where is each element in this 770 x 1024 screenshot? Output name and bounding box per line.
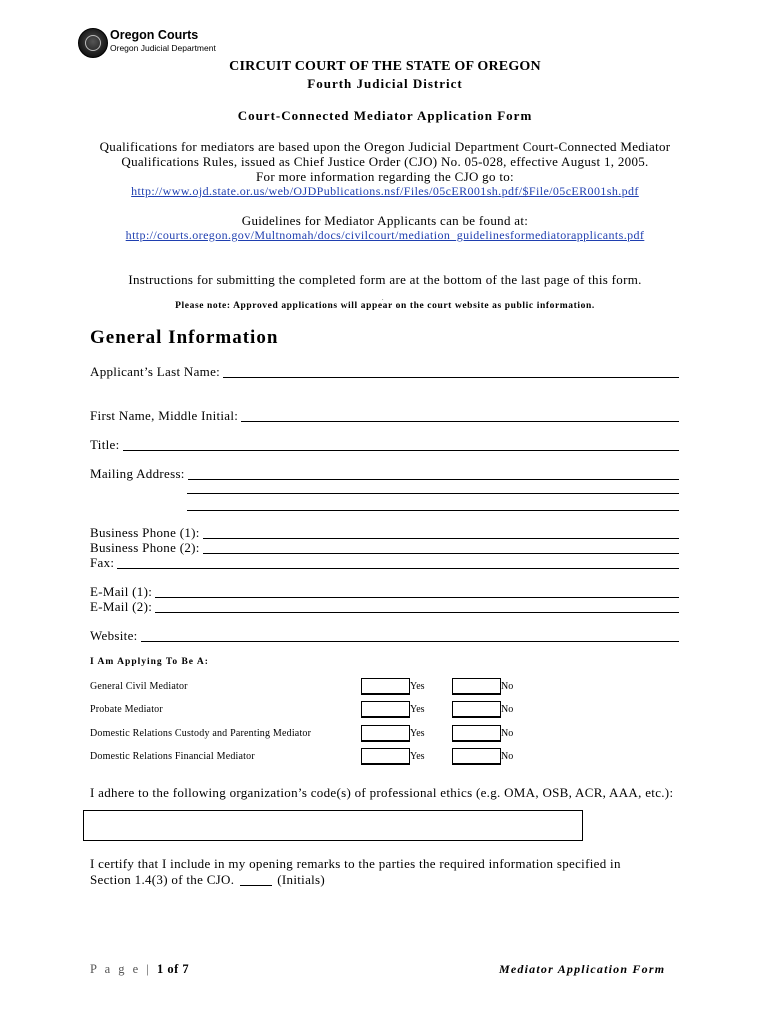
stray-dot: . [382, 296, 384, 302]
last-name-field[interactable] [90, 364, 679, 380]
footer-doc-title: Mediator Application Form [499, 962, 666, 976]
section-title-general: General Information [90, 327, 279, 348]
general-civil-no-label: No [501, 681, 514, 692]
business-phone-1-field[interactable] [90, 525, 679, 541]
role-label-custody: Domestic Relations Custody and Parenting Mediator [90, 728, 312, 739]
custody-yes-box[interactable] [361, 725, 410, 742]
last-name-label: Applicant’s Last Name: [90, 364, 221, 379]
initials-line[interactable] [240, 875, 272, 886]
district-name: Fourth Judicial District [307, 76, 463, 91]
financial-yes-box[interactable] [361, 748, 410, 765]
certify-line-1: I certify that I include in my opening remarks to the parties the required information specified in [90, 856, 621, 871]
mailing-address-line-2[interactable] [187, 493, 679, 494]
probate-yes-box[interactable] [361, 701, 410, 718]
intro-line-3: For more information regarding the CJO go to: [256, 169, 514, 184]
fax-field[interactable] [90, 555, 679, 571]
fax-label: Fax: [90, 555, 115, 570]
intro-line-2: Qualifications Rules, issued as Chief Justice Order (CJO) No. 05-028, effective August 1, 2005. [121, 154, 649, 169]
website-field[interactable] [90, 628, 679, 644]
page-word: P a g e [90, 962, 141, 976]
page-separator: | [146, 962, 152, 976]
financial-no-label: No [501, 751, 514, 762]
role-label-probate: Probate Mediator [90, 704, 163, 715]
email-2-label: E-Mail (2): [90, 599, 153, 614]
mailing-address-line-1[interactable] [188, 467, 679, 480]
general-civil-yes-box[interactable] [361, 678, 410, 695]
public-info-note: Please note: Approved applications will appear on the court website as public information. [175, 301, 595, 311]
email-1-label: E-Mail (1): [90, 584, 153, 599]
form-title: Court-Connected Mediator Application Form [237, 108, 533, 123]
mailing-address-field[interactable] [90, 466, 679, 482]
guidelines-text: Guidelines for Mediator Applicants can be found at: [241, 213, 529, 228]
ethics-text: I adhere to the following organization’s code(s) of professional ethics (e.g. OMA, OSB, ACR, AAA, etc.): [90, 785, 674, 800]
business-phone-2-field[interactable] [90, 540, 679, 556]
probate-yes-label: Yes [410, 704, 425, 715]
business-phone-2-line[interactable] [203, 541, 679, 554]
role-label-general-civil: General Civil Mediator [90, 681, 188, 692]
custody-yes-label: Yes [410, 728, 425, 739]
cjo-link[interactable]: http://www.ojd.state.or.us/web/OJDPublications.nsf/Files/05cER001sh.pdf/$File/05cER001sh.pdf [131, 184, 639, 198]
page-number: 1 of 7 [156, 962, 190, 976]
email-2-line[interactable] [155, 600, 679, 613]
guidelines-link[interactable]: http://courts.oregon.gov/Multnomah/docs/civilcourt/mediation_guidelinesformediatorapplicants.pdf [125, 228, 645, 242]
general-civil-no-box[interactable] [452, 678, 501, 695]
business-phone-1-line[interactable] [203, 526, 679, 539]
website-label: Website: [90, 628, 138, 643]
financial-yes-label: Yes [410, 751, 425, 762]
title-label: Title: [90, 437, 120, 452]
first-name-field[interactable] [90, 408, 679, 424]
oregon-courts-seal-icon [78, 28, 108, 58]
custody-no-label: No [501, 728, 514, 739]
initials-label: (Initials) [277, 872, 326, 887]
website-line[interactable] [141, 629, 679, 642]
email-1-line[interactable] [155, 585, 679, 598]
mailing-address-label: Mailing Address: [90, 466, 185, 481]
probate-no-box[interactable] [452, 701, 501, 718]
ethics-input-box[interactable] [83, 810, 583, 841]
business-phone-1-label: Business Phone (1): [90, 525, 200, 540]
role-label-financial: Domestic Relations Financial Mediator [90, 751, 255, 762]
intro-line-1: Qualifications for mediators are based upon the Oregon Judicial Department Court-Connected Mediator [99, 139, 671, 154]
logo-title: Oregon Courts [110, 28, 199, 42]
email-1-field[interactable] [90, 584, 679, 600]
instructions-text: Instructions for submitting the completed form are at the bottom of the last page of this form. [128, 272, 642, 287]
last-name-line[interactable] [223, 365, 679, 378]
title-line[interactable] [123, 438, 679, 451]
page-indicator [90, 962, 189, 977]
mailing-address-line-3[interactable] [187, 510, 679, 511]
email-2-field[interactable] [90, 599, 679, 615]
title-field[interactable] [90, 437, 679, 453]
certify-line-2 [90, 872, 325, 888]
fax-line[interactable] [117, 556, 679, 569]
business-phone-2-label: Business Phone (2): [90, 540, 200, 555]
probate-no-label: No [501, 704, 514, 715]
custody-no-box[interactable] [452, 725, 501, 742]
general-civil-yes-label: Yes [410, 681, 425, 692]
certify-section-text: Section 1.4(3) of the CJO. [90, 872, 235, 887]
first-name-line[interactable] [241, 409, 679, 422]
logo-subtitle: Oregon Judicial Department [110, 43, 216, 53]
financial-no-box[interactable] [452, 748, 501, 765]
court-name: CIRCUIT COURT OF THE STATE OF OREGON [229, 59, 541, 74]
first-name-label: First Name, Middle Initial: [90, 408, 239, 423]
applying-heading: I Am Applying To Be A: [90, 657, 209, 667]
